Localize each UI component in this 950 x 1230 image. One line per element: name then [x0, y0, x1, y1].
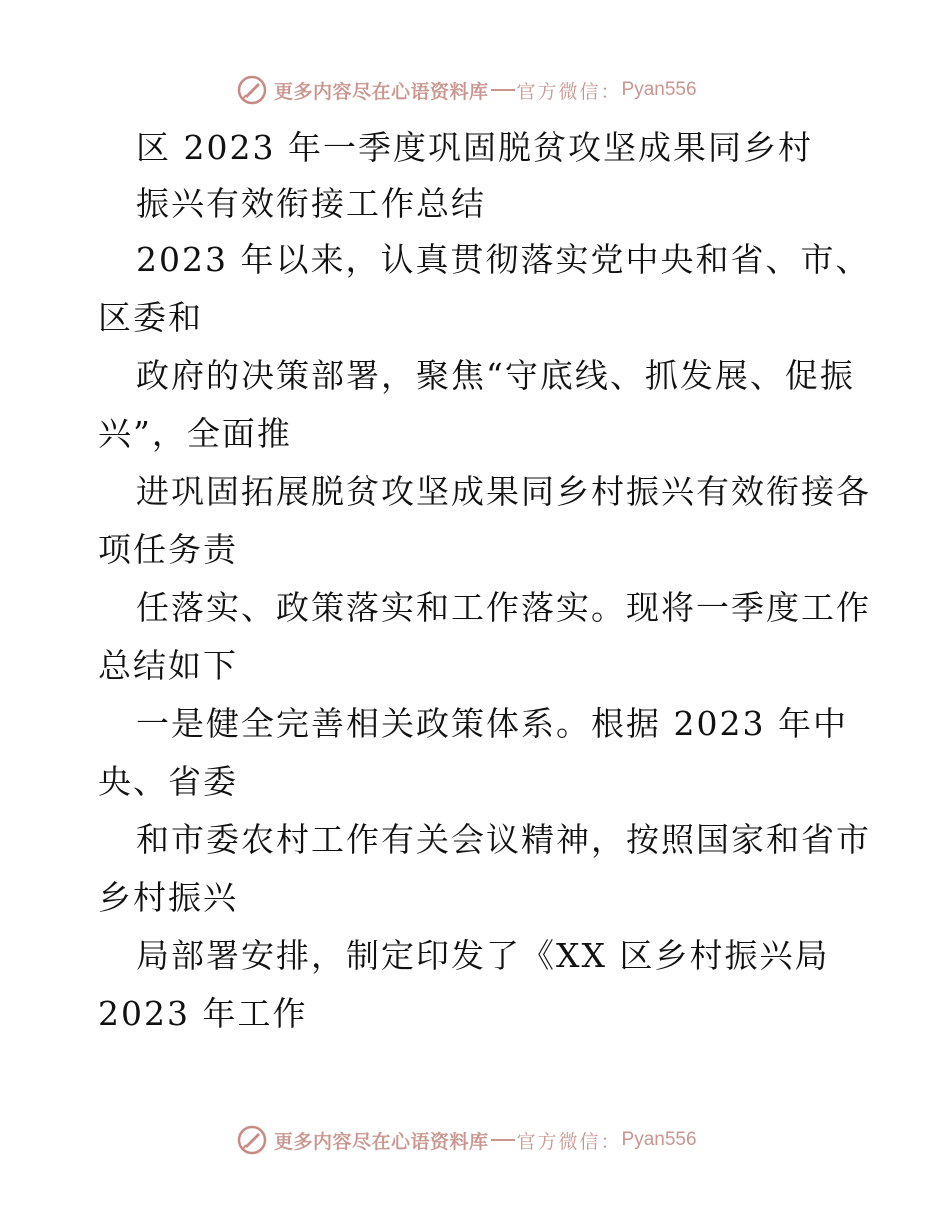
watermark-separator	[491, 1139, 515, 1141]
doc-text-line: 区委和	[98, 298, 203, 337]
doc-text-line: 项任务责	[98, 530, 238, 569]
footer-watermark	[236, 1123, 697, 1157]
watermark-label: 官方微信：	[516, 80, 622, 103]
watermark-label: 官方微信：	[516, 1130, 622, 1153]
doc-title-line-1: 区 2023 年一季度巩固脱贫攻坚成果同乡村	[136, 128, 813, 167]
quill-logo-icon	[236, 74, 268, 106]
doc-text-line: 乡村振兴	[98, 878, 238, 917]
watermark-id: Pyan556	[621, 1129, 697, 1150]
doc-text-line: 2023 年以来，认真贯彻落实党中央和省、市、	[136, 240, 871, 279]
watermark-main-text: 更多内容尽在心语资料库	[274, 1130, 489, 1153]
header-watermark	[236, 73, 697, 107]
doc-title-line-2: 振兴有效衔接工作总结	[136, 184, 486, 223]
watermark-separator	[491, 89, 515, 91]
doc-text-line: 2023 年工作	[98, 994, 308, 1033]
doc-text-line: 进巩固拓展脱贫攻坚成果同乡村振兴有效衔接各	[136, 472, 871, 511]
watermark-main-text: 更多内容尽在心语资料库	[274, 80, 489, 103]
doc-text-line: 央、省委	[98, 762, 238, 801]
doc-text-line: 局部署安排，制定印发了《XX 区乡村振兴局	[136, 936, 830, 975]
quill-logo-icon	[236, 1124, 268, 1156]
doc-text-line: 兴”，全面推	[98, 414, 292, 453]
doc-text-line: 一是健全完善相关政策体系。根据 2023 年中	[136, 704, 848, 743]
watermark-id: Pyan556	[621, 79, 697, 100]
doc-text-line: 总结如下	[98, 646, 238, 685]
doc-text-line: 任落实、政策落实和工作落实。现将一季度工作	[136, 588, 871, 627]
doc-text-line: 政府的决策部署，聚焦“守底线、抓发展、促振	[136, 356, 855, 395]
doc-text-line: 和市委农村工作有关会议精神，按照国家和省市	[136, 820, 871, 859]
